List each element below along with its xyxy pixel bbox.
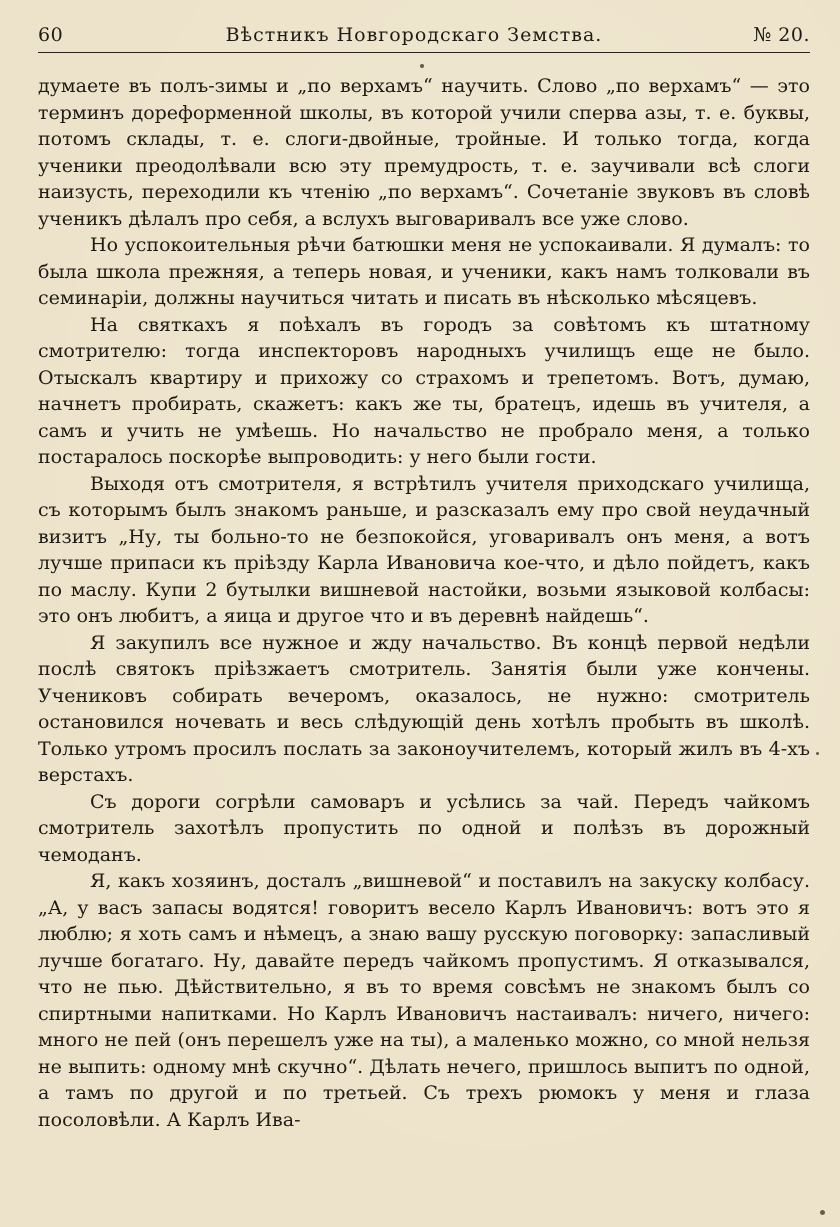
issue-number: № 20. [753,24,810,46]
paragraph: На святкахъ я поѣхалъ въ городъ за совѣтомъ къ штатному смотрителю: тогда инспекторовъ народныхъ училищъ еще не было. Отыскалъ квартиру и прихожу со страхомъ и трепетомъ. Вотъ, думаю, начнетъ пробирать, скажетъ: какъ же ты, братецъ, идешь въ учителя, а самъ и учить не умѣешь. Но начальство не пробрало меня, а только постаралось поскорѣе выпроводить: у него были гости. [38,313,810,468]
paragraph: Выходя отъ смотрителя, я встрѣтилъ учителя приходскаго училища, съ которымъ былъ знакомъ раньше, и разсказалъ ему про свой неудачный визитъ „Ну, ты больно-то не безпокойся, уговаривалъ онъ меня, а вотъ лучше припаси къ пріѣзду Карла Ивановича кое-что, и дѣло пойдетъ, какъ по маслу. Купи 2 бутылки вишневой настойки, возьми языковой колбасы: это онъ любитъ, а яица и другое что и въ деревнѣ найдешь“. [38,472,810,627]
journal-title: Вѣстникъ Новгородскаго Земства. [225,24,603,46]
body-text [38,73,810,1133]
paragraph: Я закупилъ все нужное и жду начальство. Въ концѣ первой недѣли послѣ святокъ пріѣзжаетъ смотритель. Занятія были уже кончены. Учениковъ собирать вечеромъ, оказалось, не нужно: смотритель остановился ночевать и весь слѣдующій день хотѣлъ пробыть въ школѣ. Только утромъ просилъ послать за законоучителемъ, который жилъ въ 4-хъ верстахъ. [38,631,810,786]
paragraph: Я, какъ хозяинъ, досталъ „вишневой“ и поставилъ на закуску колбасу. „А, у васъ запасы водятся! говоритъ весело Карлъ Ивановичъ: вотъ это я люблю; я хоть самъ и нѣмецъ, а знаю вашу русскую поговорку: запасливый лучше богатаго. Ну, давайте передъ чайкомъ пропустимъ. Я отказывался, что не пью. Дѣйствительно, я въ то время совсѣмъ не знакомъ былъ со спиртными напитками. Но Карлъ Ивановичъ настаивалъ: ничего, ничего: много не пей (онъ перешелъ уже на ты), а маленько можно, со мной нельзя не выпить: одному мнѣ скучно“. Дѣлать нечего, пришлось выпитъ по одной, а тамъ по другой и по третьей. Съ трехъ рюмокъ у меня и глаза посоловѣли. А Карлъ Ива- [38,870,810,1131]
paragraph: Съ дороги согрѣли самоваръ и усѣлись за чай. Передъ чайкомъ смотритель захотѣлъ пропустить по одной и полѣзъ въ дорожный чемоданъ. [38,790,810,866]
page-number: 60 [38,24,64,46]
page-header [38,24,810,50]
paper-speck [816,752,819,755]
header-rule [38,52,810,53]
paper-speck [420,64,424,68]
paper-speck [820,1210,825,1215]
paragraph: Но успокоительныя рѣчи батюшки меня не успокаивали. Я думалъ: то была школа прежняя, а теперь новая, и ученики, какъ намъ толковали въ семинаріи, должны научиться читать и писать въ нѣсколько мѣсяцевъ. [38,234,810,309]
paragraph: думаете въ полъ-зимы и „по верхамъ“ научить. Слово „по верхамъ“ — это терминъ дореформенной школы, въ которой учили сперва азы, т. е. буквы, потомъ склады, т. е. слоги-двойные, тройные. И только тогда, когда ученики преодолѣвали всю эту премудрость, т. е. заучивали всѣ слоги наизусть, переходили къ чтенію „по верхамъ“. Сочетаніе звуковъ въ словѣ ученикъ дѣлалъ про себя, а вслухъ выговаривалъ все уже слово. [38,75,810,230]
